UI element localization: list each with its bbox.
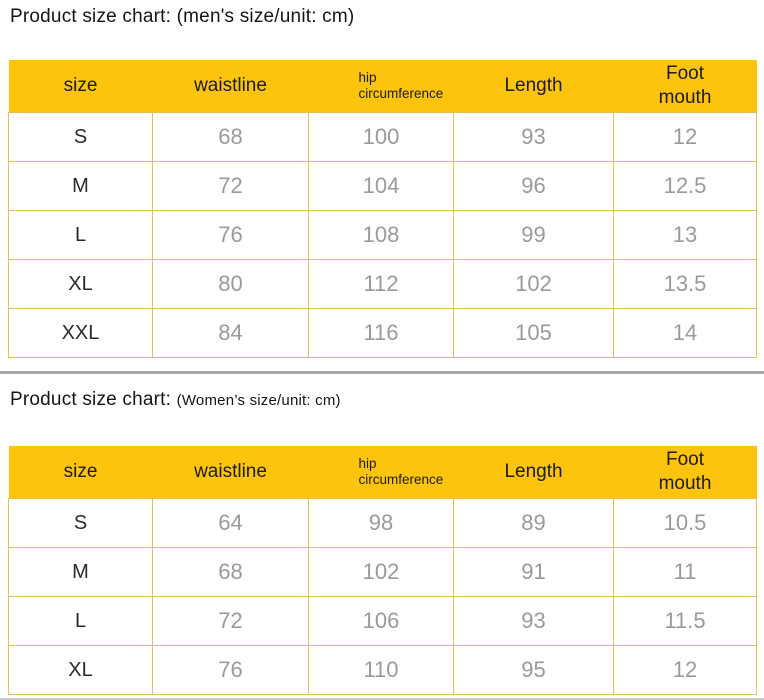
womens-size-table	[8, 446, 757, 695]
table-cell: 68	[153, 113, 309, 162]
hip-header-line1: hip	[358, 456, 377, 471]
womens-col-header-hip-circumference	[309, 446, 454, 499]
table-cell: 76	[153, 211, 309, 260]
table-cell: S	[9, 499, 153, 548]
table-cell: 13	[614, 211, 757, 260]
table-cell: XL	[9, 260, 153, 309]
womens-col-header-foot-mouth	[614, 446, 757, 499]
foot-header-line1: Foot	[665, 449, 705, 470]
mens-col-header-hip-circumference	[309, 60, 454, 113]
table-cell: 80	[153, 260, 309, 309]
table-cell: 100	[309, 113, 454, 162]
womens-title-sub: (Women’s size/unit: cm)	[176, 392, 341, 409]
mens-chart-title: Product size chart: (men's size/unit: cm)	[10, 6, 355, 27]
table-row	[9, 548, 757, 597]
table-cell: 64	[153, 499, 309, 548]
foot-header-line2: mouth	[658, 473, 712, 494]
table-row	[9, 646, 757, 695]
table-cell: 105	[454, 309, 614, 358]
womens-col-header-length: Length	[454, 446, 614, 499]
table-cell: XXL	[9, 309, 153, 358]
mens-col-header-size: size	[9, 60, 153, 113]
womens-chart-title	[10, 389, 764, 411]
womens-header-row	[9, 446, 757, 499]
table-cell: 84	[153, 309, 309, 358]
table-cell: 104	[309, 162, 454, 211]
table-cell: 76	[153, 646, 309, 695]
table-cell: L	[9, 211, 153, 260]
table-row	[9, 211, 757, 260]
mens-size-table	[8, 60, 757, 358]
table-cell: 89	[454, 499, 614, 548]
mens-col-header-length: Length	[454, 60, 614, 113]
table-cell: L	[9, 597, 153, 646]
hip-header-line2: circumference	[358, 86, 444, 101]
table-cell: 11.5	[614, 597, 757, 646]
section-divider	[0, 371, 764, 374]
table-cell: 112	[309, 260, 454, 309]
mens-header-row	[9, 60, 757, 113]
table-cell: 91	[454, 548, 614, 597]
table-cell: 95	[454, 646, 614, 695]
table-cell: 106	[309, 597, 454, 646]
table-cell: 99	[454, 211, 614, 260]
table-cell: 108	[309, 211, 454, 260]
table-cell: 72	[153, 162, 309, 211]
table-cell: 110	[309, 646, 454, 695]
table-cell: 12.5	[614, 162, 757, 211]
table-cell: 102	[309, 548, 454, 597]
table-cell: 68	[153, 548, 309, 597]
table-cell: XL	[9, 646, 153, 695]
table-cell: M	[9, 162, 153, 211]
table-cell: 13.5	[614, 260, 757, 309]
mens-col-header-waistline: waistline	[153, 60, 309, 113]
womens-title-main: Product size chart:	[10, 389, 172, 410]
foot-header-line2: mouth	[658, 87, 712, 108]
table-row	[9, 260, 757, 309]
table-cell: 96	[454, 162, 614, 211]
mens-col-header-foot-mouth	[614, 60, 757, 113]
table-row	[9, 499, 757, 548]
table-cell: 72	[153, 597, 309, 646]
table-cell: 14	[614, 309, 757, 358]
womens-col-header-size: size	[9, 446, 153, 499]
hip-header-line1: hip	[358, 70, 377, 85]
table-cell: 116	[309, 309, 454, 358]
table-cell: 93	[454, 597, 614, 646]
table-cell: 93	[454, 113, 614, 162]
table-cell: 11	[614, 548, 757, 597]
womens-col-header-waistline: waistline	[153, 446, 309, 499]
foot-header-line1: Foot	[665, 63, 705, 84]
table-row	[9, 597, 757, 646]
table-cell: S	[9, 113, 153, 162]
hip-header-line2: circumference	[358, 472, 444, 487]
table-row	[9, 162, 757, 211]
table-row	[9, 309, 757, 358]
table-cell: 98	[309, 499, 454, 548]
table-cell: 102	[454, 260, 614, 309]
table-cell: 10.5	[614, 499, 757, 548]
table-cell: M	[9, 548, 153, 597]
table-cell: 12	[614, 113, 757, 162]
table-row	[9, 113, 757, 162]
table-cell: 12	[614, 646, 757, 695]
